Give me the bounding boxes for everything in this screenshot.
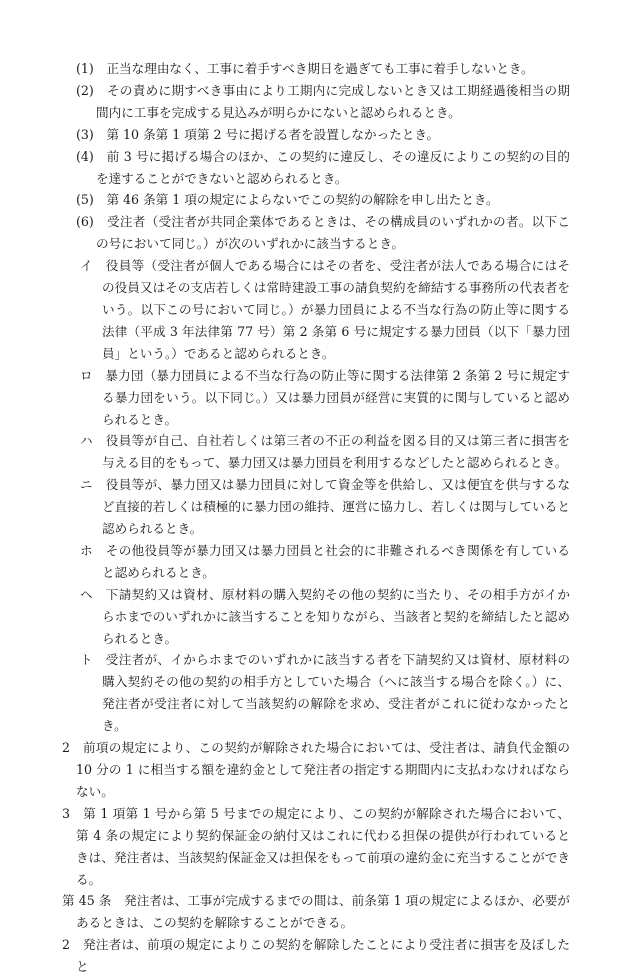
subitem-i bbox=[0, 255, 570, 365]
paragraph-text: 前項の規定により、この契約が解除された場合においては、受注者は、請負代金額の 10 分の 1 に相当する額を違約金として発注者の指定する期間内に支払わなければならない。 bbox=[70, 740, 570, 799]
article-45-paragraph-1 bbox=[0, 890, 570, 934]
paragraph-label: 2 bbox=[62, 937, 71, 953]
item-text: 正当な理由なく、工事に着手すべき期日を過ぎても工事に着手しないとき。 bbox=[93, 61, 534, 76]
subitem-label: イ bbox=[80, 258, 93, 274]
subitem-label: ロ bbox=[80, 367, 93, 383]
item-label: (1) bbox=[76, 61, 94, 76]
item-label: (5) bbox=[76, 192, 94, 208]
item-text: 受注者（受注者が共同企業体であるときは、その構成員のいずれかの者。以下この号において同じ。）が次のいずれかに該当するとき。 bbox=[93, 214, 570, 252]
article-heading: 第 45 条 bbox=[62, 893, 112, 909]
subitem-he bbox=[0, 584, 570, 650]
subitem-text: 役員等が、暴力団又は暴力団員に対して資金等を供給し、又は便宜を供与するなど直接的若しくは積極的に暴力団の維持、運営に協力し、若しくは関与していると認められるとき。 bbox=[92, 477, 571, 537]
subitem-ni bbox=[0, 474, 570, 540]
subitem-text: 役員等（受注者が個人である場合にはその者を、受注者が法人である場合にはその役員又はその支店若しくは常時建設工事の請負契約を締結する事務所の代表者をいう。以下この号において同じ。）が暴力団員による不当な行為の防止等に関する法律（平成 3 年法律第 77 号）第 2 条第 6 号に規定する暴力団員（以下「暴力団員」という。）であると認められるとき。 bbox=[92, 258, 571, 361]
subitem-to bbox=[0, 649, 570, 737]
subitem-ro bbox=[0, 365, 570, 431]
document-page bbox=[0, 58, 630, 978]
item-label: (3) bbox=[76, 126, 94, 142]
paragraph-2 bbox=[0, 737, 570, 803]
item-label: (2) bbox=[76, 82, 94, 98]
subitem-label: ホ bbox=[80, 542, 93, 558]
item-text: その責めに期すべき事由により工期内に完成しないとき又は工期経過後相当の期間内に工事を完成する見込みが明らかにないと認められるとき。 bbox=[93, 82, 570, 120]
item-label: (6) bbox=[76, 214, 94, 230]
item-1 bbox=[0, 58, 570, 80]
item-5 bbox=[0, 189, 570, 211]
subitem-text: 下請契約又は資材、原材料の購入契約その他の契約に当たり、その相手方がイからホまでのいずれかに該当することを知りながら、当該者と契約を締結したと認められるとき。 bbox=[92, 586, 571, 646]
subitem-label: ト bbox=[80, 652, 93, 668]
subitem-label: ニ bbox=[80, 477, 93, 493]
item-6 bbox=[0, 211, 570, 255]
item-3 bbox=[0, 124, 570, 146]
article-text: 発注者は、工事が完成するまでの間は、前条第 1 項の規定によるほか、必要があるときは、この契約を解除することができる。 bbox=[76, 893, 570, 931]
item-label: (4) bbox=[76, 148, 94, 164]
subitem-label: ハ bbox=[80, 433, 93, 449]
item-text: 第 10 条第 1 項第 2 号に掲げる者を設置しなかったとき。 bbox=[93, 126, 440, 142]
article-45 bbox=[0, 890, 630, 978]
subitem-text: 役員等が自己、自社若しくは第三者の不正の利益を図る目的又は第三者に損害を与える目的をもって、暴力団又は暴力団員を利用するなどしたと認められるとき。 bbox=[92, 433, 571, 471]
item-text: 前 3 号に掲げる場合のほか、この契約に違反し、その違反によりこの契約の目的を達することができないと認められるとき。 bbox=[93, 148, 570, 186]
subitem-text: 受注者が、イからホまでのいずれかに該当する者を下請契約又は資材、原材料の購入契約その他の契約の相手方としていた場合（ヘに該当する場合を除く。）に、発注者が受注者に対して当該契約の解除を求め、受注者がこれに従わなかったとき。 bbox=[92, 652, 571, 734]
item-6-subitems bbox=[0, 255, 630, 737]
article-44-paragraphs bbox=[0, 737, 630, 890]
paragraph-3 bbox=[0, 803, 570, 891]
paragraph-label: 2 bbox=[62, 740, 71, 756]
subitem-text: 暴力団（暴力団員による不当な行為の防止等に関する法律第 2 条第 2 号に規定する暴力団をいう。以下同じ。）又は暴力団員が経営に実質的に関与していると認められるとき。 bbox=[92, 367, 570, 427]
subitem-text: その他役員等が暴力団又は暴力団員と社会的に非難されるべき関係を有していると認められるとき。 bbox=[92, 542, 571, 580]
paragraph-text: 発注者は、前項の規定によりこの契約を解除したことにより受注者に損害を及ぼしたと bbox=[70, 937, 570, 975]
item-text: 第 46 条第 1 項の規定によらないでこの契約の解除を申し出たとき。 bbox=[93, 192, 499, 208]
article-45-paragraph-2 bbox=[0, 934, 570, 978]
paragraph-text: 第 1 項第 1 号から第 5 号までの規定により、この契約が解除された場合において、第 4 条の規定により契約保証金の納付又はこれに代わる担保の提供が行われているときは、発注者は、当該契約保証金又は担保をもって前項の違約金に充当することができる。 bbox=[70, 805, 570, 887]
item-2 bbox=[0, 80, 570, 124]
item-4 bbox=[0, 146, 570, 190]
subitem-label: ヘ bbox=[80, 586, 93, 602]
article-44-items bbox=[0, 58, 630, 255]
paragraph-label: 3 bbox=[62, 805, 71, 821]
subitem-ha bbox=[0, 430, 570, 474]
subitem-ho bbox=[0, 540, 570, 584]
